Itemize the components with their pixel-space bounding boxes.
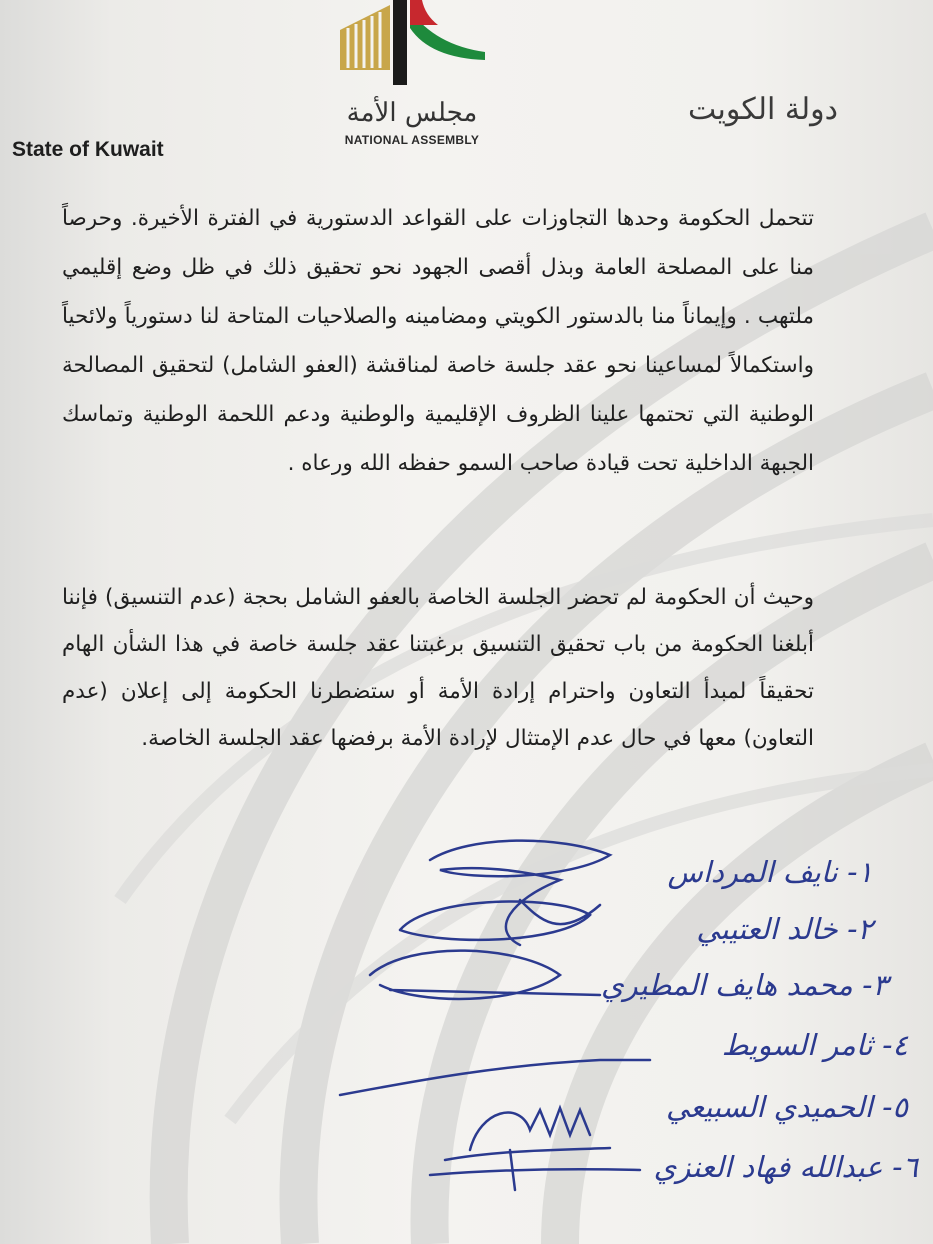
signature-5-scribble: [445, 1108, 610, 1160]
signatory-1: ١- نايف المرداس: [667, 855, 873, 889]
logo-english-text: NATIONAL ASSEMBLY: [344, 133, 480, 147]
signatory-6: ٦- عبدالله فهاد العنزي: [653, 1150, 918, 1184]
logo-arabic-text: مجلس الأمة: [346, 98, 478, 128]
signature-4-scribble: [340, 1060, 650, 1095]
letter-paragraph-1: تتحمل الحكومة وحدها التجاوزات على القواعد الدستورية في الفترة الأخيرة. وحرصاً منا على المصلحة العامة وبذل أقصى الجهود نحو تحقيق ذلك في ظل وضع إقليمي ملتهب . وإيماناً منا بالدستور الكويتي ومضامينه والصلاحيات المتاحة لنا دستورياً ولائحياً واستكمالاً لمساعينا نحو عقد جلسة خاصة لمناقشة (العفو الشامل) لتحقيق المصالحة الوطنية التي تحتمها علينا الظروف الإقليمية والوطنية ودعم اللحمة الوطنية وتماسك الجبهة الداخلية تحت قيادة صاحب السمو حفظه الله ورعاه .: [62, 206, 814, 476]
state-of-kuwait-english: State of Kuwait: [12, 138, 164, 161]
signatory-2: ٢- خالد العتيبي: [696, 912, 873, 946]
signature-1-scribble: [430, 841, 610, 945]
state-of-kuwait-arabic: دولة الكويت: [688, 92, 838, 127]
signature-6-scribble: [430, 1150, 640, 1190]
signature-3-scribble: [370, 951, 600, 999]
letter-paragraph-2: وحيث أن الحكومة لم تحضر الجلسة الخاصة بالعفو الشامل بحجة (عدم التنسيق) فإننا أبلغنا الحكومة من باب تحقيق التنسيق برغبتنا عقد جلسة خاصة في هذا الشأن الهام تحقيقاً لمبدأ التعاون واحترام إرادة الأمة أو ستضطرنا الحكومة إلى إعلان (عدم التعاون) معها في حال عدم الإمتثال لإرادة الأمة برفضها عقد الجلسة الخاصة.: [62, 585, 814, 751]
signatory-3: ٣- محمد هايف المطيري: [600, 968, 888, 1002]
signatory-5: ٥- الحميدي السبيعي: [666, 1090, 908, 1124]
signatory-4: ٤- ثامر السويط: [721, 1028, 908, 1062]
signature-2-scribble: [400, 900, 600, 940]
